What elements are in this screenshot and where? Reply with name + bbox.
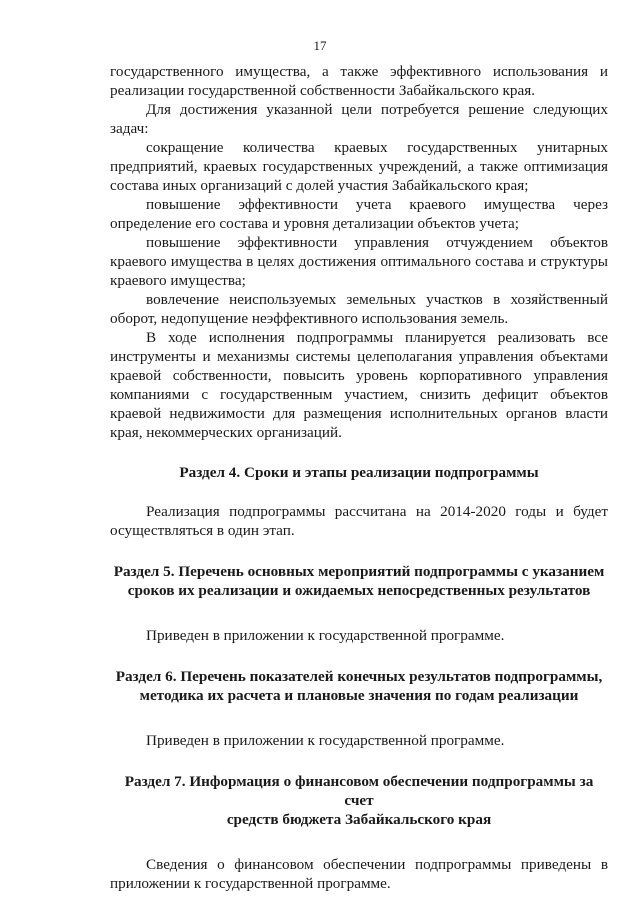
section-5-heading [110, 562, 608, 600]
section-5-heading-line2: сроков их реализации и ожидаемых непосредственных результатов [127, 582, 591, 599]
section-7-text: Сведения о финансовом обеспечении подпрограммы приведены в приложении к государственной программе. [110, 856, 608, 892]
paragraph-goal: Для достижения указанной цели потребуется решение следующих задач: [110, 101, 608, 137]
section-6-heading-line1: Раздел 6. Перечень показателей конечных результатов подпрограммы, [115, 668, 603, 685]
page-number: 17 [313, 38, 327, 53]
task-item: повышение эффективности учета краевого имущества через определение его состава и уровня детализации объектов учета; [110, 196, 608, 232]
section-7-heading-line1: Раздел 7. Информация о финансовом обеспечении подпрограммы за счет [124, 773, 594, 809]
section-6-heading-line2: методика их расчета и плановые значения по годам реализации [139, 687, 579, 704]
section-5-text: Приведен в приложении к государственной программе. [146, 627, 505, 644]
section-7-heading [110, 772, 608, 829]
section-4-heading: Раздел 4. Сроки и этапы реализации подпрограммы [179, 464, 539, 481]
task-item: повышение эффективности управления отчуждением объектов краевого имущества в целях достижения оптимального состава и структуры краевого имущества; [110, 234, 608, 289]
paragraph-implementation: В ходе исполнения подпрограммы планируется реализовать все инструменты и механизмы системы целеполагания управления объектами краевой собственности, повысить уровень корпоративного управления компаниями с государственным участием, снизить дефицит объектов краевой недвижимости для размещения исполнительных органов власти края, некоммерческих организаций. [110, 329, 608, 441]
task-item: вовлечение неиспользуемых земельных участков в хозяйственный оборот, недопущение неэффективного использования земель. [110, 291, 608, 327]
paragraph-continuation: государственного имущества, а также эффективного использования и реализации государственной собственности Забайкальского края. [110, 63, 608, 99]
document-body [110, 62, 608, 893]
section-4-text: Реализация подпрограммы рассчитана на 2014-2020 годы и будет осуществляться в один этап. [110, 503, 608, 539]
section-7-heading-line2: средств бюджета Забайкальского края [226, 811, 492, 828]
section-5-heading-line1: Раздел 5. Перечень основных мероприятий подпрограммы с указанием [113, 563, 605, 580]
task-item: сокращение количества краевых государственных унитарных предприятий, краевых государственных учреждений, а также оптимизация состава иных организаций с долей участия Забайкальского края; [110, 139, 608, 194]
section-6-text: Приведен в приложении к государственной программе. [146, 732, 505, 749]
section-6-heading [110, 667, 608, 705]
